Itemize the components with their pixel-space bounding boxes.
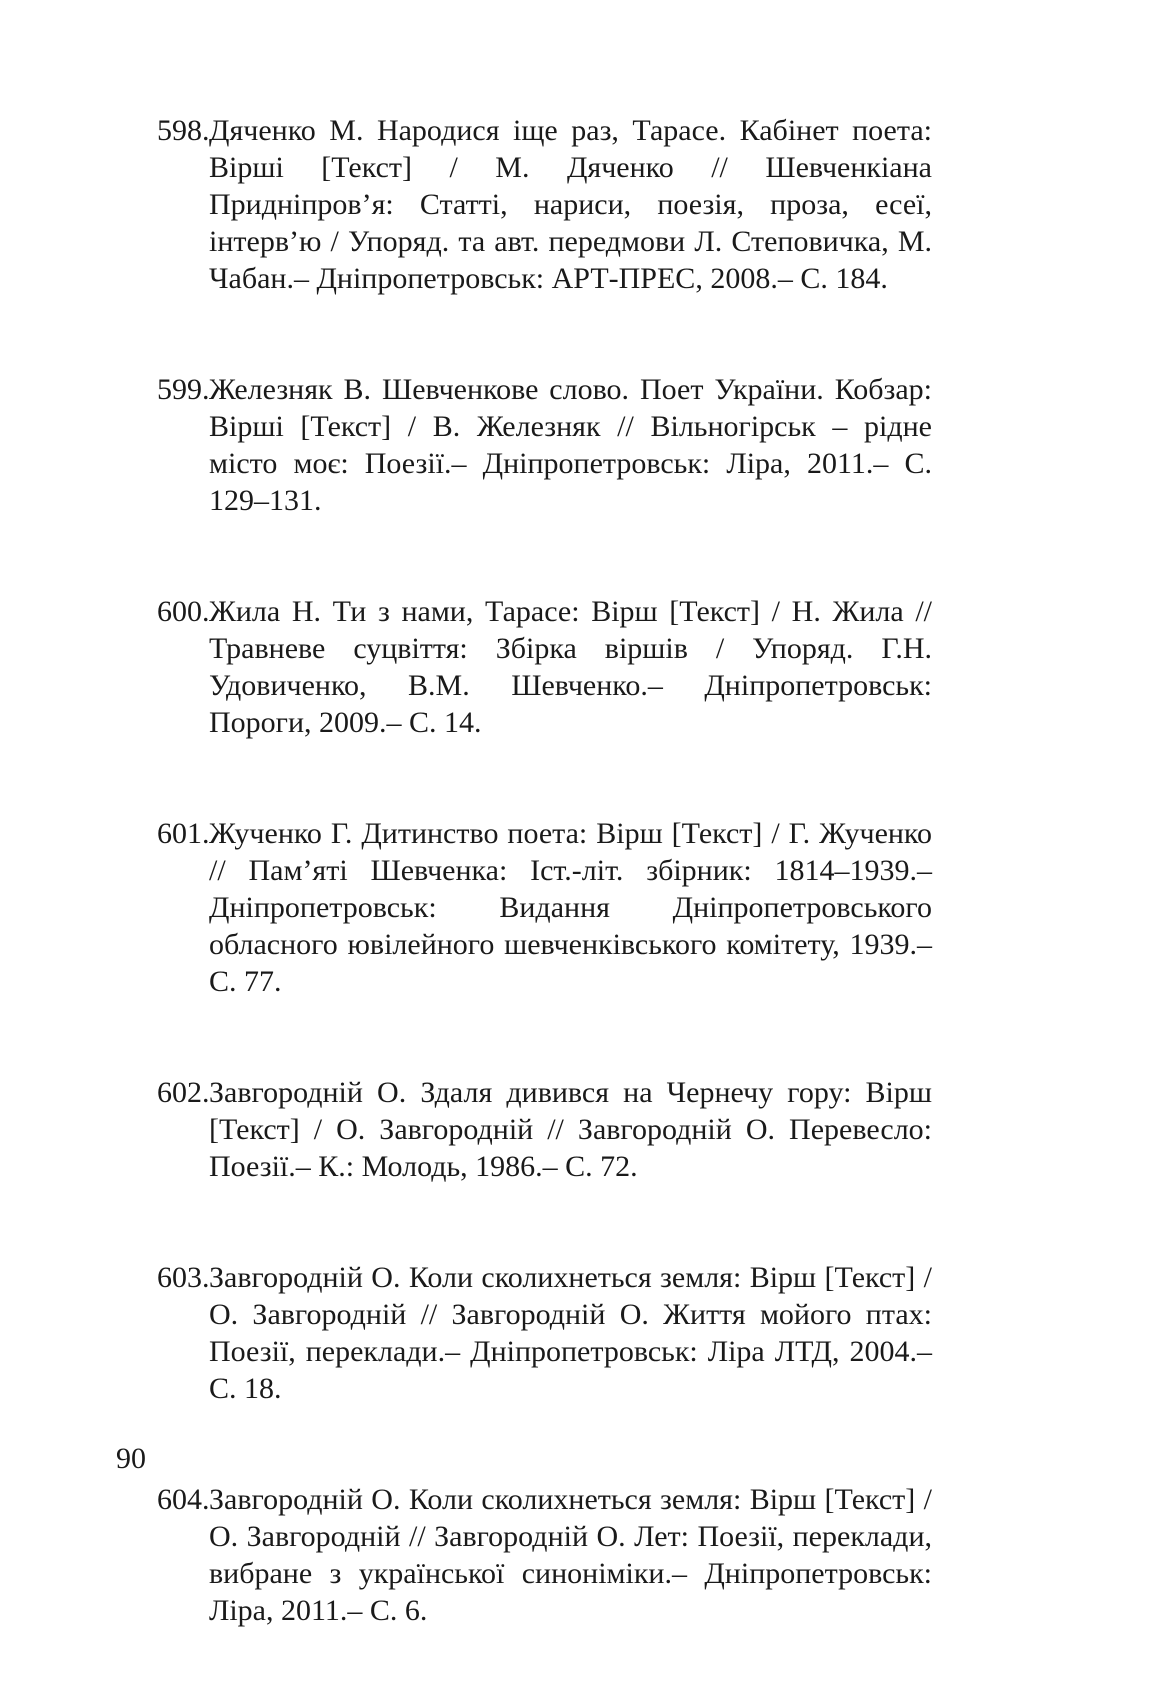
bibliography-entry-598 bbox=[157, 112, 932, 297]
entry-text: Завгородній О. Коли сколихнеться земля: Вірш [Текст] / О. Завгородній // Завгородній О. Життя мойого птах: Поезії, переклади.– Дніпропетровськ: Ліра ЛТД, 2004.– С. 18. bbox=[209, 1261, 932, 1405]
bibliography-entry-599 bbox=[157, 371, 932, 519]
entry-text: Завгородній О. Коли сколихнеться земля: Вірш [Текст] / О. Завгородній // Завгородній О. Лет: Поезії, переклади, вибране з української синоніміки.– Дніпропетровськ: Ліра, 2011.– С. 6. bbox=[209, 1483, 932, 1627]
entry-number: 602. bbox=[157, 1076, 210, 1109]
bibliography-list bbox=[157, 112, 932, 1703]
bibliography-entry-603 bbox=[157, 1259, 932, 1407]
entry-text: Дяченко М. Народися іще раз, Тарасе. Кабінет поета: Вірші [Текст] / М. Дяченко // Шевченкіана Придніпров’я: Статті, нариси, поезія, проза, есеї, інтерв’ю / Упоряд. та авт. передмови Л. Степовичка, М. Чабан.– Дніпропетровськ: АРТ-ПРЕС, 2008.– С. 184. bbox=[209, 114, 932, 295]
entry-number: 603. bbox=[157, 1261, 210, 1294]
entry-number: 601. bbox=[157, 817, 210, 850]
page-number: 90 bbox=[116, 1442, 146, 1475]
entry-number: 600. bbox=[157, 595, 210, 628]
bibliography-entry-604 bbox=[157, 1481, 932, 1629]
entry-text: Завгородній О. Здаля дивився на Чернечу гору: Вірш [Текст] / О. Завгородній // Завгородній О. Перевесло: Поезії.– К.: Молодь, 1986.– С. 72. bbox=[209, 1076, 932, 1183]
bibliography-entry-600 bbox=[157, 593, 932, 741]
entry-text: Жученко Г. Дитинство поета: Вірш [Текст] / Г. Жученко // Пам’яті Шевченка: Іст.-літ. збірник: 1814–1939.– Дніпропетровськ: Видання Дніпропетровського обласного ювілейного шевченківського комітету, 1939.– С. 77. bbox=[209, 817, 932, 998]
entry-number: 598. bbox=[157, 114, 210, 147]
entry-text: Жила Н. Ти з нами, Тарасе: Вірш [Текст] / Н. Жила // Травневе суцвіття: Збірка віршів / Упоряд. Г.Н. Удовиченко, В.М. Шевченко.– Дніпропетровськ: Пороги, 2009.– С. 14. bbox=[209, 595, 932, 739]
entry-number: 604. bbox=[157, 1483, 210, 1516]
bibliography-entry-601 bbox=[157, 815, 932, 1000]
entry-number: 599. bbox=[157, 373, 210, 406]
bibliography-entry-602 bbox=[157, 1074, 932, 1185]
entry-text: Железняк В. Шевченкове слово. Поет України. Кобзар: Вірші [Текст] / В. Железняк // Вільногірськ – рідне місто моє: Поезії.– Дніпропетровськ: Ліра, 2011.– С. 129–131. bbox=[209, 373, 932, 517]
